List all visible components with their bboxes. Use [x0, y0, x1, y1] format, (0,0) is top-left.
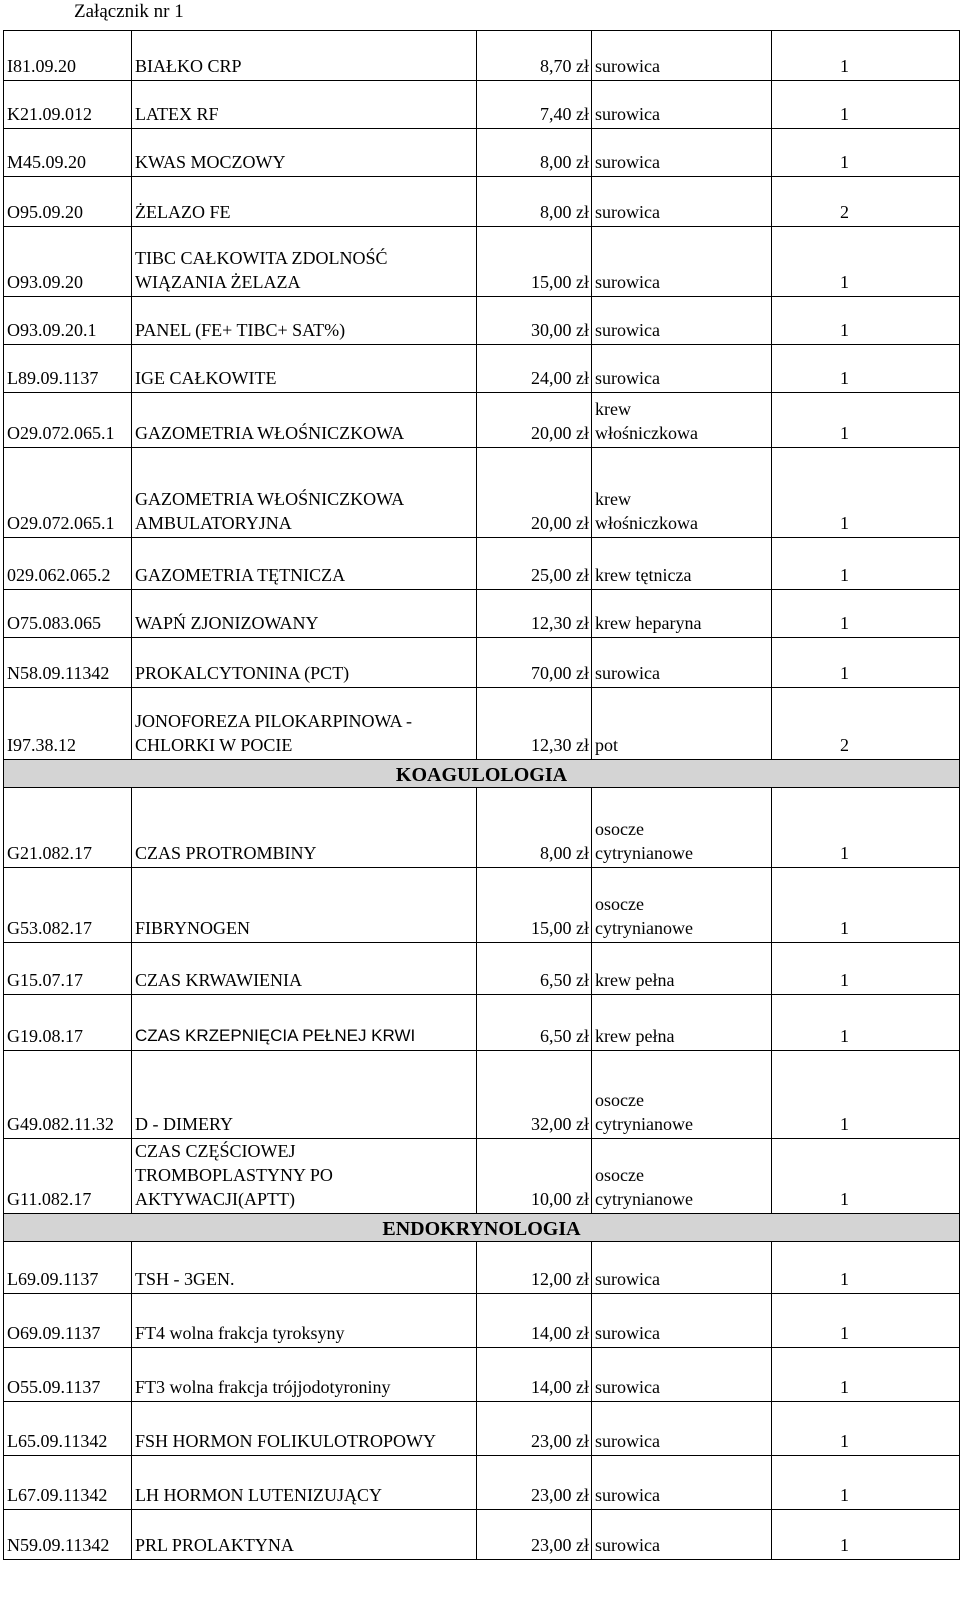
table-row	[4, 227, 960, 297]
test-name: JONOFOREZA PILOKARPINOWA - CHLORKI W POCIE	[132, 688, 477, 760]
test-name: PANEL (FE+ TIBC+ SAT%)	[132, 297, 477, 345]
test-price: 7,40 zł	[477, 81, 592, 129]
sample-quantity: 1	[772, 129, 960, 177]
sample-material: surowica	[592, 31, 772, 81]
table-row	[4, 1139, 960, 1214]
test-price: 8,00 zł	[477, 177, 592, 227]
test-name: CZAS KRWAWIENIA	[132, 943, 477, 995]
sample-material: osocze cytrynianowe	[592, 868, 772, 943]
sample-material: surowica	[592, 1510, 772, 1560]
table-row	[4, 345, 960, 393]
test-code: I97.38.12	[4, 688, 132, 760]
table-row	[4, 177, 960, 227]
test-name: CZAS CZĘŚCIOWEJ TROMBOPLASTYNY PO AKTYWACJI(APTT)	[132, 1139, 477, 1214]
test-code: G21.082.17	[4, 788, 132, 868]
table-row	[4, 297, 960, 345]
test-code: L69.09.1137	[4, 1242, 132, 1294]
test-code: O29.072.065.1	[4, 448, 132, 538]
sample-quantity: 1	[772, 1242, 960, 1294]
sample-material: surowica	[592, 1348, 772, 1402]
test-name: FT3 wolna frakcja trójjodotyroniny	[132, 1348, 477, 1402]
test-name: PROKALCYTONINA (PCT)	[132, 638, 477, 688]
test-name: TIBC CAŁKOWITA ZDOLNOŚĆ WIĄZANIA ŻELAZA	[132, 227, 477, 297]
test-code: I81.09.20	[4, 31, 132, 81]
test-name: ŻELAZO FE	[132, 177, 477, 227]
test-code: O75.083.065	[4, 590, 132, 638]
table-row	[4, 1510, 960, 1560]
sample-quantity: 1	[772, 943, 960, 995]
test-price: 12,30 zł	[477, 688, 592, 760]
test-name: KWAS MOCZOWY	[132, 129, 477, 177]
test-code: N59.09.11342	[4, 1510, 132, 1560]
table-row	[4, 1051, 960, 1139]
table-row	[4, 638, 960, 688]
test-name: LH HORMON LUTENIZUJĄCY	[132, 1456, 477, 1510]
test-code: G19.08.17	[4, 995, 132, 1051]
price-table	[3, 30, 960, 1560]
test-price: 12,30 zł	[477, 590, 592, 638]
test-name: CZAS PROTROMBINY	[132, 788, 477, 868]
sample-quantity: 1	[772, 1456, 960, 1510]
test-code: L65.09.11342	[4, 1402, 132, 1456]
test-price: 10,00 zł	[477, 1139, 592, 1214]
test-code: K21.09.012	[4, 81, 132, 129]
sample-material: surowica	[592, 1242, 772, 1294]
test-name: TSH - 3GEN.	[132, 1242, 477, 1294]
test-name: FT4 wolna frakcja tyroksyny	[132, 1294, 477, 1348]
test-name: WAPŃ ZJONIZOWANY	[132, 590, 477, 638]
sample-material: krew heparyna	[592, 590, 772, 638]
test-code: 029.062.065.2	[4, 538, 132, 590]
sample-material: surowica	[592, 638, 772, 688]
test-price: 70,00 zł	[477, 638, 592, 688]
test-code: O29.072.065.1	[4, 393, 132, 448]
section-header-label: KOAGULOLOGIA	[4, 760, 960, 788]
table-row	[4, 393, 960, 448]
test-code: O93.09.20	[4, 227, 132, 297]
test-price: 25,00 zł	[477, 538, 592, 590]
test-code: G11.082.17	[4, 1139, 132, 1214]
test-price: 14,00 zł	[477, 1294, 592, 1348]
test-code: L67.09.11342	[4, 1456, 132, 1510]
test-name: GAZOMETRIA TĘTNICZA	[132, 538, 477, 590]
table-row	[4, 995, 960, 1051]
section-header-label: ENDOKRYNOLOGIA	[4, 1214, 960, 1242]
section-header	[4, 1214, 960, 1242]
table-row	[4, 1294, 960, 1348]
table-row	[4, 590, 960, 638]
sample-quantity: 1	[772, 1294, 960, 1348]
test-price: 23,00 zł	[477, 1402, 592, 1456]
sample-quantity: 1	[772, 1139, 960, 1214]
table-row	[4, 448, 960, 538]
table-row	[4, 81, 960, 129]
test-price: 20,00 zł	[477, 393, 592, 448]
sample-quantity: 2	[772, 177, 960, 227]
test-name: CZAS KRZEPNIĘCIA PEŁNEJ KRWI	[132, 995, 477, 1051]
test-code: M45.09.20	[4, 129, 132, 177]
sample-material: osocze cytrynianowe	[592, 788, 772, 868]
sample-quantity: 1	[772, 297, 960, 345]
test-price: 23,00 zł	[477, 1456, 592, 1510]
test-price: 32,00 zł	[477, 1051, 592, 1139]
sample-material: krew włośniczkowa	[592, 448, 772, 538]
table-row	[4, 129, 960, 177]
test-price: 8,00 zł	[477, 129, 592, 177]
sample-material: surowica	[592, 227, 772, 297]
test-price: 8,00 zł	[477, 788, 592, 868]
test-price: 30,00 zł	[477, 297, 592, 345]
sample-quantity: 1	[772, 538, 960, 590]
sample-quantity: 1	[772, 995, 960, 1051]
sample-quantity: 1	[772, 31, 960, 81]
test-price: 8,70 zł	[477, 31, 592, 81]
test-price: 24,00 zł	[477, 345, 592, 393]
test-name: GAZOMETRIA WŁOŚNICZKOWA AMBULATORYJNA	[132, 448, 477, 538]
sample-quantity: 1	[772, 227, 960, 297]
sample-material: surowica	[592, 129, 772, 177]
sample-material: krew pełna	[592, 995, 772, 1051]
test-code: G49.082.11.32	[4, 1051, 132, 1139]
test-code: G53.082.17	[4, 868, 132, 943]
sample-quantity: 1	[772, 345, 960, 393]
sample-material: surowica	[592, 1294, 772, 1348]
test-code: G15.07.17	[4, 943, 132, 995]
sample-material: surowica	[592, 1456, 772, 1510]
sample-quantity: 2	[772, 688, 960, 760]
test-name: D - DIMERY	[132, 1051, 477, 1139]
sample-material: surowica	[592, 1402, 772, 1456]
test-name: IGE CAŁKOWITE	[132, 345, 477, 393]
test-price: 6,50 zł	[477, 943, 592, 995]
table-row	[4, 1348, 960, 1402]
table-row	[4, 868, 960, 943]
table-row	[4, 688, 960, 760]
test-name: GAZOMETRIA WŁOŚNICZKOWA	[132, 393, 477, 448]
sample-material: krew tętnicza	[592, 538, 772, 590]
price-table-body	[4, 31, 960, 1560]
table-row	[4, 1456, 960, 1510]
sample-quantity: 1	[772, 1348, 960, 1402]
test-code: O93.09.20.1	[4, 297, 132, 345]
sample-quantity: 1	[772, 81, 960, 129]
sample-material: krew włośniczkowa	[592, 393, 772, 448]
sample-material: pot	[592, 688, 772, 760]
section-header	[4, 760, 960, 788]
sample-quantity: 1	[772, 448, 960, 538]
sample-material: surowica	[592, 177, 772, 227]
test-name: PRL PROLAKTYNA	[132, 1510, 477, 1560]
test-code: L89.09.1137	[4, 345, 132, 393]
sample-quantity: 1	[772, 1510, 960, 1560]
sample-material: osocze cytrynianowe	[592, 1051, 772, 1139]
sample-quantity: 1	[772, 1051, 960, 1139]
test-name: BIAŁKO CRP	[132, 31, 477, 81]
table-row	[4, 31, 960, 81]
sample-material: surowica	[592, 345, 772, 393]
table-row	[4, 943, 960, 995]
test-price: 15,00 zł	[477, 868, 592, 943]
sample-material: surowica	[592, 81, 772, 129]
sample-quantity: 1	[772, 638, 960, 688]
sample-material: krew pełna	[592, 943, 772, 995]
table-row	[4, 788, 960, 868]
test-price: 14,00 zł	[477, 1348, 592, 1402]
test-price: 23,00 zł	[477, 1510, 592, 1560]
test-name: LATEX RF	[132, 81, 477, 129]
sample-quantity: 1	[772, 788, 960, 868]
sample-material: surowica	[592, 297, 772, 345]
test-price: 15,00 zł	[477, 227, 592, 297]
table-row	[4, 538, 960, 590]
sample-quantity: 1	[772, 393, 960, 448]
test-price: 20,00 zł	[477, 448, 592, 538]
table-row	[4, 1402, 960, 1456]
test-price: 12,00 zł	[477, 1242, 592, 1294]
test-code: O95.09.20	[4, 177, 132, 227]
sample-quantity: 1	[772, 590, 960, 638]
test-name: FSH HORMON FOLIKULOTROPOWY	[132, 1402, 477, 1456]
table-row	[4, 1242, 960, 1294]
test-code: O55.09.1137	[4, 1348, 132, 1402]
page-title: Załącznik nr 1	[74, 1, 184, 22]
test-code: N58.09.11342	[4, 638, 132, 688]
test-name: FIBRYNOGEN	[132, 868, 477, 943]
sample-material: osocze cytrynianowe	[592, 1139, 772, 1214]
sample-quantity: 1	[772, 1402, 960, 1456]
test-price: 6,50 zł	[477, 995, 592, 1051]
test-code: O69.09.1137	[4, 1294, 132, 1348]
sample-quantity: 1	[772, 868, 960, 943]
